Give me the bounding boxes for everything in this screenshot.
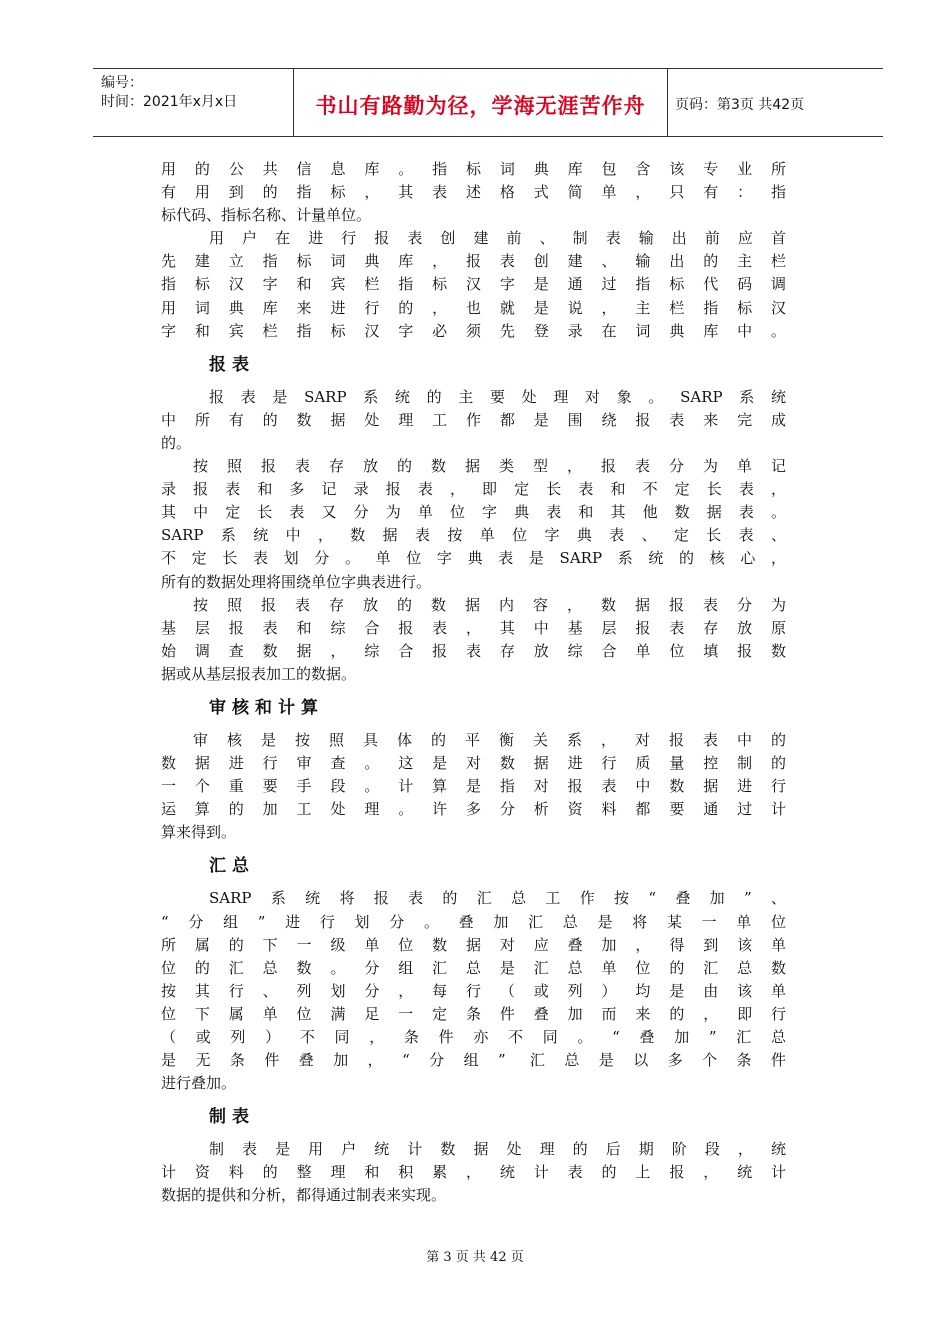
text-line: 制表是用户统计数据处理的后期阶段，统 bbox=[209, 1140, 786, 1159]
text-line: 报表是SARP系统的主要处理对象。SARP系统 bbox=[209, 387, 786, 406]
text-line: 中所有的数据处理工作都是围绕报表来完成 bbox=[161, 410, 786, 429]
text-line: 录报表和多记录报表，即定长表和不定长表， bbox=[161, 480, 786, 499]
section-paragraph bbox=[161, 386, 786, 455]
text-line: 数据的提供和分析，都得通过制表来实现。 bbox=[161, 1186, 447, 1205]
text-line: 按照报表存放的数据内容，数据报表分为 bbox=[193, 595, 786, 614]
header-motto-cell bbox=[293, 69, 668, 136]
text-line: 据或从基层报表加工的数据。 bbox=[161, 664, 357, 683]
text-line: 按其行、列划分，每行（或列）均是由该单 bbox=[161, 981, 786, 1000]
text-line: 所有的数据处理将围绕单位字典表进行。 bbox=[161, 572, 432, 591]
text-line: 始调查数据，综合报表存放综合单位填报数 bbox=[161, 641, 786, 660]
text-line: 一个重要手段。计算是指对报表中数据进行 bbox=[161, 777, 786, 796]
section-heading: 报表 bbox=[209, 354, 255, 375]
text-line: 审核是按照具体的平衡关系，对报表中的 bbox=[193, 730, 786, 749]
text-line: 先建立指标词典库，报表创建、输出的主栏 bbox=[161, 252, 786, 271]
section-paragraph bbox=[161, 887, 786, 1095]
page-header bbox=[93, 68, 883, 137]
text-line: 位的汇总数。分组汇总是汇总单位的汇总数 bbox=[161, 958, 786, 977]
text-line: “分组”进行划分。叠加汇总是将某一单位 bbox=[161, 912, 786, 931]
header-meta bbox=[93, 69, 293, 136]
text-line: 有用到的指标，其表述格式简单，只有：指 bbox=[161, 183, 786, 202]
section-paragraph bbox=[161, 455, 786, 594]
text-line: 进行叠加。 bbox=[161, 1074, 237, 1093]
text-line: 数据进行审查。这是对数据进行质量控制的 bbox=[161, 754, 786, 773]
section-paragraph bbox=[161, 1138, 786, 1207]
text-line: 标代码、指标名称、计量单位。 bbox=[161, 206, 372, 225]
text-line: 运算的加工处理。许多分析资料都要通过计 bbox=[161, 800, 786, 819]
text-line: SARP系统中，数据表按单位字典表、定长表、 bbox=[161, 526, 786, 545]
header-page-cell bbox=[667, 69, 883, 136]
text-line: 其中定长表又分为单位字典表和其他数据表。 bbox=[161, 503, 786, 522]
section-heading: 制表 bbox=[209, 1107, 255, 1128]
header-motto: 书山有路勤为径，学海无涯苦作舟 bbox=[315, 94, 646, 118]
section-paragraph bbox=[161, 594, 786, 686]
text-line: 按照报表存放的数据类型，报表分为单记 bbox=[193, 457, 786, 476]
text-line: 是无条件叠加，“分组” 汇总是以多个条件 bbox=[161, 1051, 786, 1070]
text-line: （或列）不同，条件亦不同。“叠加”汇总 bbox=[161, 1028, 786, 1046]
text-line: 所属的下一级单位数据对应叠加，得到该单 bbox=[161, 935, 786, 954]
text-line: 用的公共信息库。指标词典库包含该专业所 bbox=[161, 160, 786, 178]
text-line: 用户在进行报表创建前、制表输出前应首 bbox=[209, 229, 786, 248]
section-heading: 汇总 bbox=[209, 856, 255, 877]
text-line: 指标汉字和宾栏指标汉字是通过指标代码调 bbox=[161, 275, 786, 294]
document-time-label: 时间：2021年x月x日 bbox=[101, 94, 238, 110]
text-line: 算来得到。 bbox=[161, 823, 237, 842]
section-paragraph bbox=[161, 729, 786, 844]
header-page-info: 页码：第3页 共42页 bbox=[675, 97, 805, 113]
page-footer: 第 3 页 共 42 页 bbox=[426, 1250, 524, 1265]
intro-paragraph bbox=[161, 158, 786, 227]
text-line: 用词典库来进行的，也就是说，主栏指标汉 bbox=[161, 298, 786, 317]
text-line: 不定长表划分。单位字典表是SARP系统的核心， bbox=[161, 549, 786, 568]
document-body bbox=[161, 158, 786, 1208]
intro-paragraph-2 bbox=[161, 227, 786, 342]
text-line: SARP系统将报表的汇总工作按“叠加”、 bbox=[209, 889, 786, 908]
document-number-label: 编号： bbox=[101, 75, 143, 91]
text-line: 基层报表和综合报表，其中基层报表存放原 bbox=[161, 618, 786, 637]
text-line: 位下属单位满足一定条件叠加而来的，即行 bbox=[161, 1004, 786, 1023]
text-line: 的。 bbox=[161, 433, 192, 452]
section-heading: 审核和计算 bbox=[209, 697, 324, 718]
text-line: 字和宾栏指标汉字必须先登录在词典库中。 bbox=[161, 321, 786, 340]
text-line: 计资料的整理和积累，统计表的上报，统计 bbox=[161, 1163, 786, 1182]
